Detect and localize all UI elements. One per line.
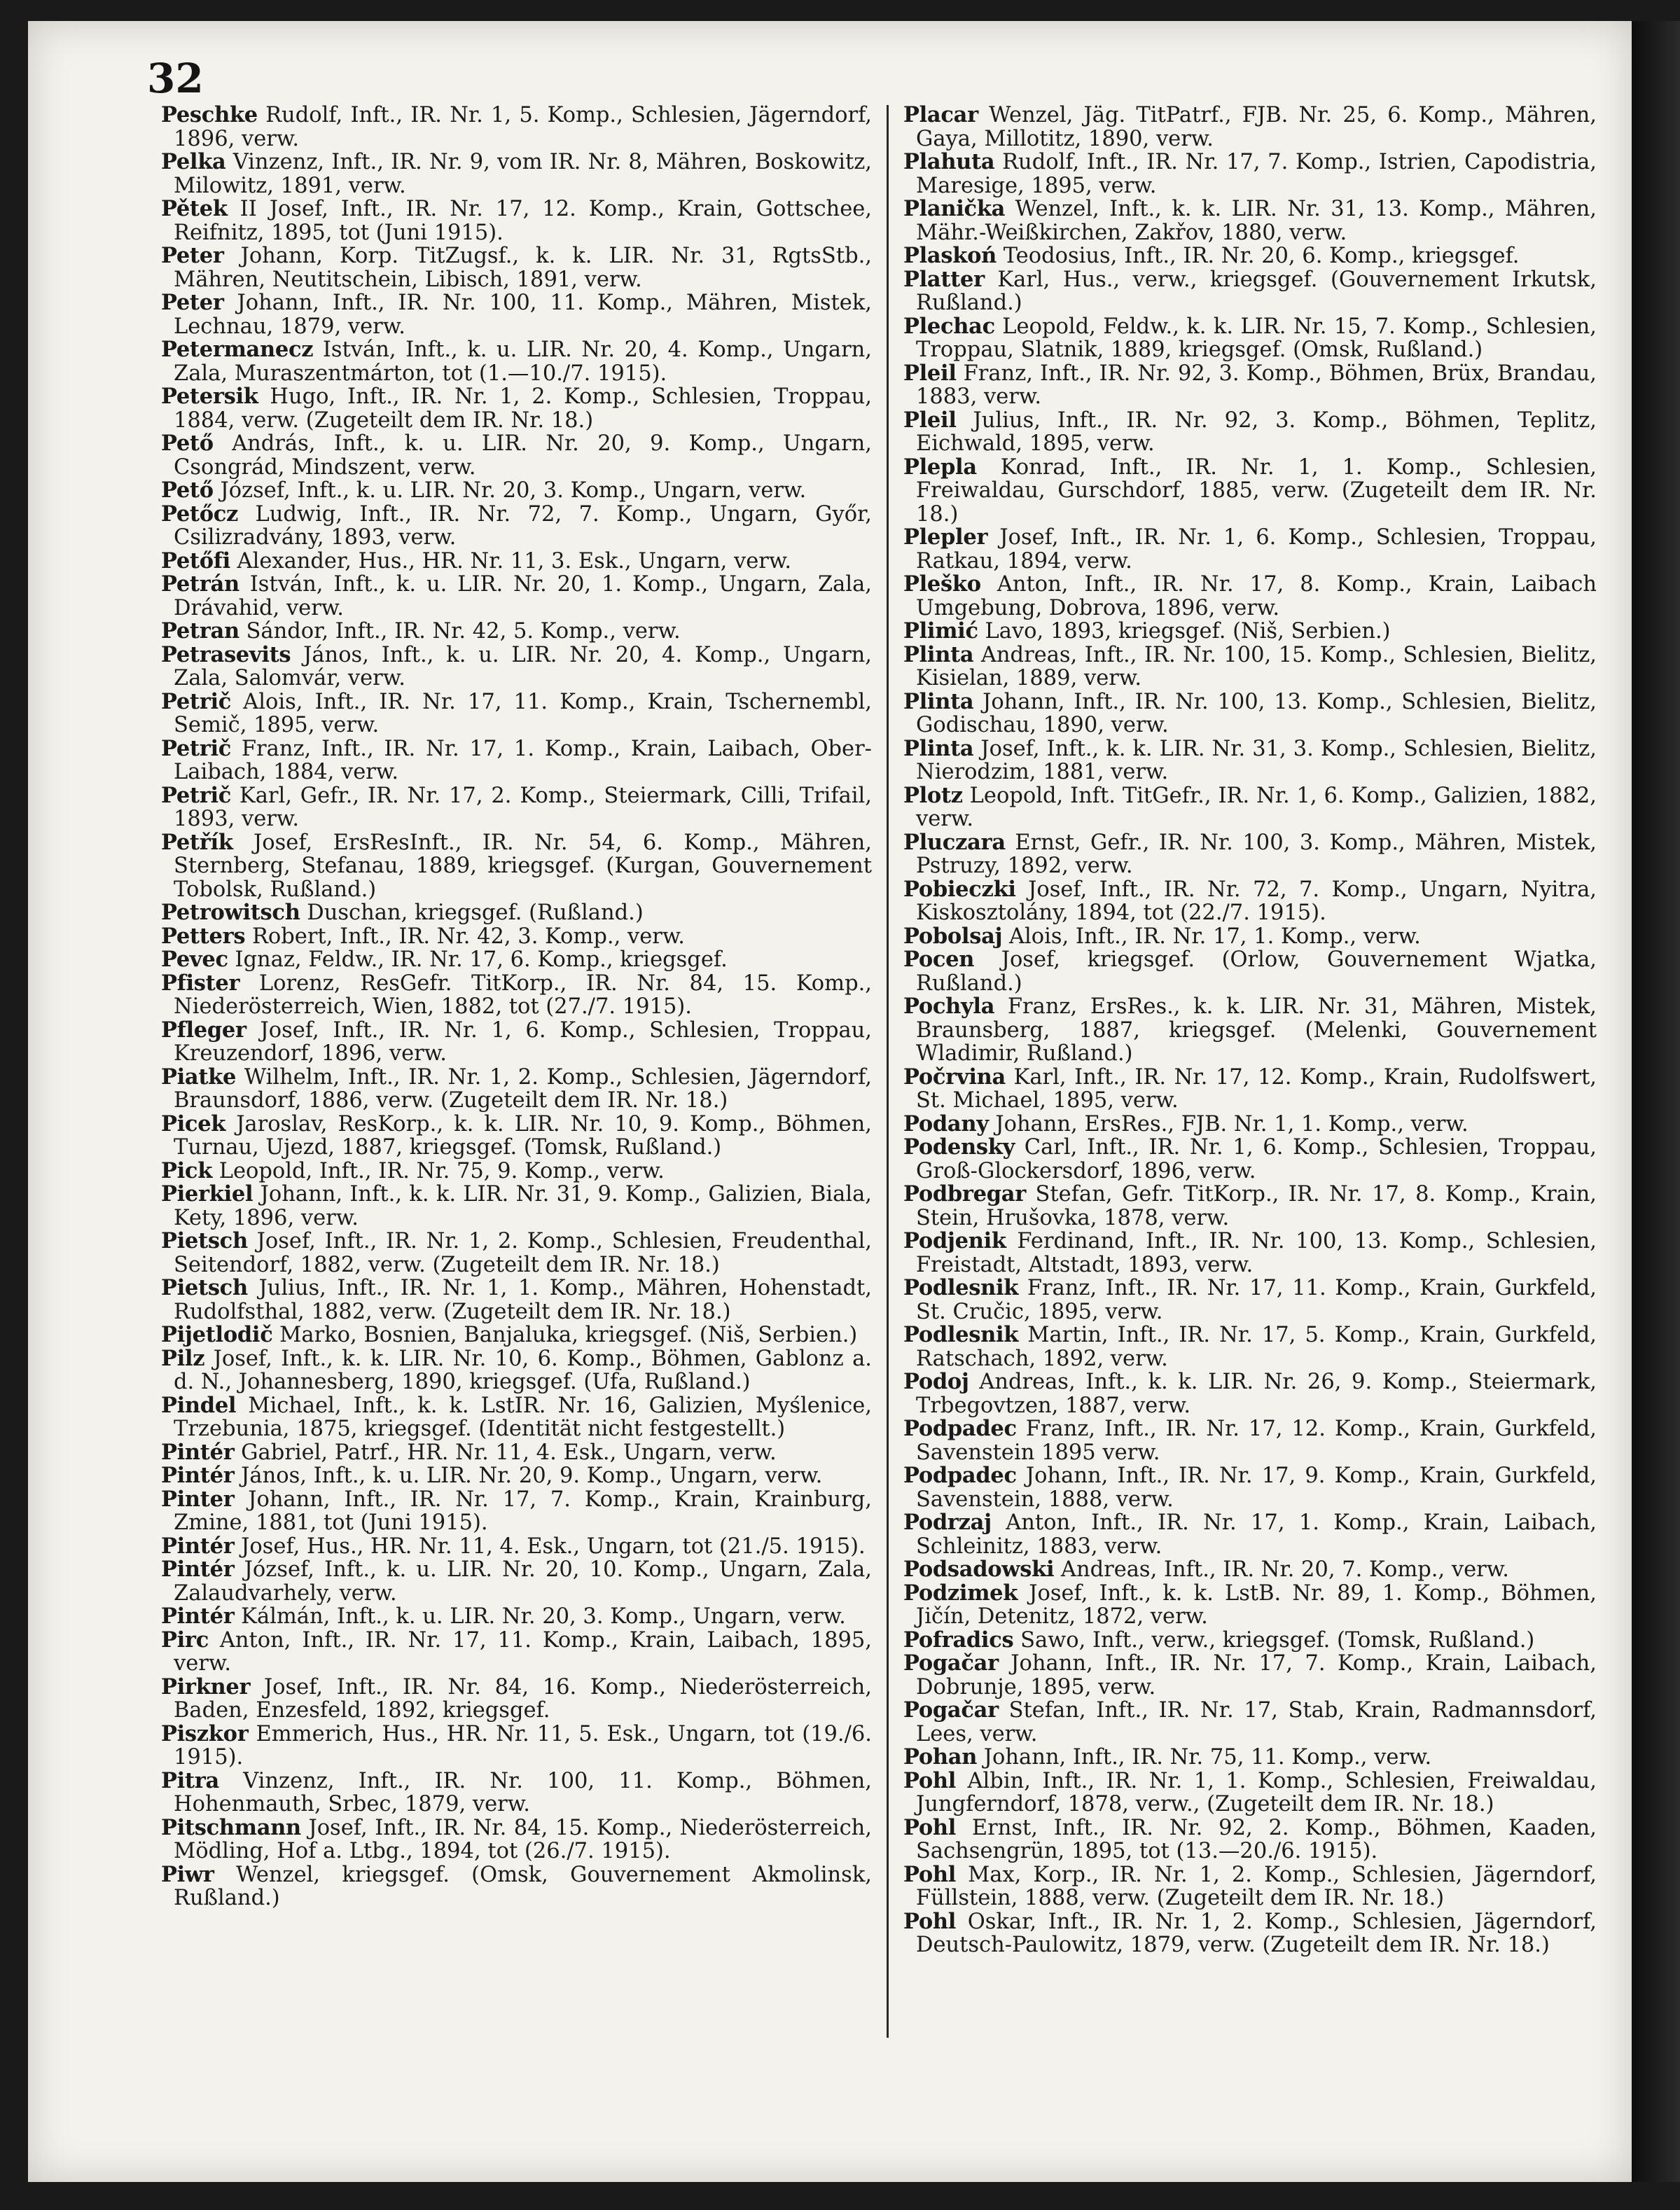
entry-details: Leopold, Feldw., k. k. LIR. Nr. 15, 7. Komp., Schlesien, Troppau, Slatnik, 1889, kriegsgef. (Omsk, Rußland.): [916, 314, 1597, 362]
entry-surname: Pohl: [903, 1861, 957, 1887]
entry-details: Ignaz, Feldw., IR. Nr. 17, 6. Komp., kriegsgef.: [228, 947, 728, 972]
entry-surname: Petrič: [161, 782, 232, 808]
entry-surname: Pinter: [161, 1486, 235, 1512]
list-entry: [903, 1464, 1597, 1511]
entry-surname: Pohl: [903, 1767, 957, 1793]
entry-surname: Pirkner: [161, 1674, 251, 1700]
entry-surname: Petters: [161, 923, 246, 949]
entry-surname: Podlesnik: [903, 1275, 1019, 1300]
entry-details: Josef, kriegsgef. (Orlow, Gouvernement Wjatka, Rußland.): [916, 947, 1597, 996]
entry-details: Josef, Inft., k. k. LIR. Nr. 31, 3. Komp., Schlesien, Bielitz, Nierodzim, 1881, verw.: [916, 736, 1597, 784]
document-page: [28, 21, 1632, 2182]
entry-details: Josef, Inft., IR. Nr. 84, 15. Komp., Niederösterreich, Mödling, Hof a. Ltbg., 1894, tot (26./7. 1915).: [174, 1815, 872, 1863]
entry-surname: Pierkiel: [161, 1181, 254, 1207]
entry-details: Josef, Inft., IR. Nr. 72, 7. Komp., Ungarn, Nyitra, Kiskosztolány, 1894, tot (22./7. 1915).: [916, 877, 1597, 925]
list-entry: [903, 831, 1597, 878]
list-entry: [161, 1464, 872, 1488]
entry-details: Julius, Inft., IR. Nr. 1, 1. Komp., Mähren, Hohenstadt, Rudolfsthal, 1882, verw. (Zugeteilt dem IR. Nr. 18.): [174, 1276, 872, 1324]
list-entry: [903, 526, 1597, 573]
entry-surname: Podany: [903, 1111, 989, 1137]
entry-surname: Plotz: [903, 782, 963, 808]
entry-surname: Peter: [161, 243, 224, 268]
list-entry: [903, 1066, 1597, 1113]
entry-surname: Pleil: [903, 407, 957, 433]
entry-details: Robert, Inft., IR. Nr. 42, 3. Komp., verw.: [245, 924, 686, 949]
list-entry: [903, 1767, 1597, 1816]
list-entry: [903, 104, 1597, 151]
entry-surname: Pick: [161, 1158, 213, 1183]
entry-details: Franz, Inft., IR. Nr. 17, 11. Komp., Krain, Gurkfeld, St. Cručic, 1895, verw.: [916, 1276, 1597, 1324]
entry-surname: Pelka: [161, 149, 226, 174]
entry-details: Johann, Inft., IR. Nr. 17, 7. Komp., Krain, Laibach, Dobrunje, 1895, verw.: [916, 1651, 1597, 1700]
list-entry: [903, 737, 1597, 784]
entry-details: Hugo, Inft., IR. Nr. 1, 2. Komp., Schlesien, Troppau, 1884, verw. (Zugeteilt dem IR. Nr. 18.): [174, 384, 872, 433]
entry-surname: Petermanecz: [161, 337, 314, 362]
scan-edge: [1632, 21, 1680, 2182]
list-entry: [903, 268, 1597, 315]
entry-details: Andreas, Inft., k. k. LIR. Nr. 26, 9. Komp., Steiermark, Trbegovtzen, 1887, verw.: [916, 1370, 1597, 1418]
entry-details: Franz, Inft., IR. Nr. 17, 1. Komp., Krain, Laibach, Ober-Laibach, 1884, verw.: [174, 736, 872, 784]
entry-surname: Podpadec: [903, 1463, 1017, 1488]
entry-surname: Pintér: [161, 1533, 235, 1559]
entry-details: Andreas, Inft., IR. Nr. 20, 7. Komp., verw.: [1054, 1557, 1509, 1582]
list-entry: [903, 1511, 1597, 1558]
entry-details: Albin, Inft., IR. Nr. 1, 1. Komp., Schlesien, Freiwaldau, Jungferndorf, 1878, verw., (Zugeteilt dem IR. Nr. 18.): [916, 1768, 1597, 1816]
entry-surname: Petersik: [161, 384, 258, 409]
entry-details: Stefan, Gefr. TitKorp., IR. Nr. 17, 8. Komp., Krain, Stein, Hrušovka, 1878, verw.: [916, 1182, 1597, 1230]
entry-details: Andreas, Inft., IR. Nr. 100, 15. Komp., Schlesien, Bielitz, Kisielan, 1889, verw.: [916, 642, 1597, 690]
list-entry: [903, 925, 1597, 949]
entry-surname: Pető: [161, 478, 214, 503]
entry-details: Carl, Inft., IR. Nr. 1, 6. Komp., Schlesien, Troppau, Groß-Glockersdorf, 1896, verw.: [916, 1135, 1597, 1183]
entry-surname: Petőfi: [161, 548, 230, 574]
list-entry: [161, 1767, 872, 1816]
entry-details: Josef, Inft., IR. Nr. 84, 16. Komp., Niederösterreich, Baden, Enzesfeld, 1892, kriegsgef.: [174, 1674, 872, 1723]
entry-details: Konrad, Inft., IR. Nr. 1, 1. Komp., Schlesien, Freiwaldau, Gurschdorf, 1885, verw. (Zugeteilt dem IR. Nr. 18.): [916, 454, 1597, 527]
entry-surname: Plinta: [903, 641, 974, 667]
list-entry: [161, 1816, 872, 1863]
entry-surname: Podzimek: [903, 1580, 1018, 1606]
list-entry: [161, 1441, 872, 1465]
entry-details: Alois, Inft., IR. Nr. 17, 1. Komp., verw.: [1002, 924, 1421, 949]
entry-details: Alois, Inft., IR. Nr. 17, 11. Komp., Krain, Tschernembl, Semič, 1895, verw.: [174, 689, 872, 737]
list-entry: [161, 1629, 872, 1676]
entry-surname: Pleil: [903, 360, 957, 386]
list-entry: [903, 197, 1597, 244]
column-divider: [887, 105, 889, 2038]
list-entry: [903, 878, 1597, 925]
entry-surname: Piwr: [161, 1861, 214, 1887]
list-entry: [161, 901, 872, 925]
entry-details: Vinzenz, Inft., IR. Nr. 100, 11. Komp., Böhmen, Hohenmauth, Srbec, 1879, verw.: [174, 1768, 872, 1816]
entry-surname: Pintér: [161, 1463, 235, 1488]
list-entry: [161, 503, 872, 550]
list-entry: [903, 1699, 1597, 1746]
entry-details: Teodosius, Inft., IR. Nr. 20, 6. Komp., kriegsgef.: [997, 244, 1520, 268]
list-entry: [903, 456, 1597, 527]
list-entry: [903, 1629, 1597, 1653]
entry-surname: Pirc: [161, 1627, 209, 1653]
list-entry: [903, 1230, 1597, 1277]
list-entry: [161, 690, 872, 737]
list-entry: [161, 1558, 872, 1605]
entry-surname: Peschke: [161, 102, 258, 127]
list-entry: [161, 1066, 872, 1113]
entry-surname: Podbregar: [903, 1181, 1027, 1207]
list-entry: [903, 690, 1597, 737]
list-entry: [161, 1347, 872, 1394]
entry-details: Josef, Hus., HR. Nr. 11, 4. Esk., Ungarn, tot (21./5. 1915).: [234, 1534, 866, 1559]
entry-surname: Plepler: [903, 524, 988, 550]
list-entry: [903, 948, 1597, 995]
list-entry: [903, 620, 1597, 644]
entry-surname: Pluczara: [903, 829, 1006, 855]
entry-surname: Pohl: [903, 1908, 957, 1934]
list-entry: [161, 737, 872, 784]
list-entry: [903, 151, 1597, 197]
entry-details: II Josef, Inft., IR. Nr. 17, 12. Komp., Krain, Gottschee, Reifnitz, 1895, tot (Juni 1915).: [174, 197, 872, 245]
list-entry: [161, 1019, 872, 1066]
entry-surname: Peter: [161, 290, 224, 315]
list-entry: [161, 620, 872, 644]
list-entry: [161, 784, 872, 831]
entry-surname: Počrvina: [903, 1064, 1006, 1090]
list-entry: [903, 1816, 1597, 1863]
entry-surname: Pleško: [903, 571, 981, 597]
entry-details: József, Inft., k. u. LIR. Nr. 20, 10. Komp., Ungarn, Zala, Zalaudvarhely, verw.: [174, 1557, 872, 1606]
list-entry: [161, 1160, 872, 1183]
entry-surname: Pető: [161, 431, 214, 456]
entry-surname: Pochyla: [903, 994, 995, 1019]
entry-surname: Plepla: [903, 454, 977, 480]
entry-details: Rudolf, Inft., IR. Nr. 1, 5. Komp., Schlesien, Jägerndorf, 1896, verw.: [174, 103, 872, 151]
entry-surname: Podjenik: [903, 1228, 1006, 1253]
entry-details: Max, Korp., IR. Nr. 1, 2. Komp., Schlesien, Jägerndorf, Füllstein, 1888, verw. (Zugeteilt dem IR. Nr. 18.): [916, 1862, 1597, 1910]
list-entry: [161, 972, 872, 1019]
entry-details: Josef, Inft., IR. Nr. 1, 6. Komp., Schlesien, Troppau, Kreuzendorf, 1896, verw.: [174, 1017, 872, 1066]
entry-details: Ludwig, Inft., IR. Nr. 72, 7. Komp., Ungarn, Győr, Csilizradvány, 1893, verw.: [174, 501, 872, 550]
entry-details: Lorenz, ResGefr. TitKorp., IR. Nr. 84, 15. Komp., Niederösterreich, Wien, 1882, tot (27./7. 1915).: [174, 971, 872, 1019]
entry-details: Johann, ErsRes., FJB. Nr. 1, 1. Komp., verw.: [988, 1111, 1469, 1137]
entry-surname: Podpadec: [903, 1416, 1017, 1441]
list-entry: [903, 1323, 1597, 1370]
list-entry: [161, 1113, 872, 1160]
list-entry: [161, 1676, 872, 1723]
entry-details: Alexander, Hus., HR. Nr. 11, 3. Esk., Ungarn, verw.: [230, 548, 792, 574]
entry-details: Franz, ErsRes., k. k. LIR. Nr. 31, Mähren, Mistek, Braunsberg, 1887, kriegsgef. (Melenki, Gouvernement Wladimir, Rußland.): [916, 994, 1597, 1066]
entry-details: Emmerich, Hus., HR. Nr. 11, 5. Esk., Ungarn, tot (19./6. 1915).: [174, 1721, 872, 1770]
entry-surname: Petőcz: [161, 501, 239, 527]
entry-details: Julius, Inft., IR. Nr. 92, 3. Komp., Böhmen, Teplitz, Eichwald, 1895, verw.: [916, 408, 1597, 456]
entry-surname: Podensky: [903, 1134, 1015, 1160]
list-entry: [903, 1183, 1597, 1230]
entry-details: Duschan, kriegsgef. (Rußland.): [300, 901, 644, 925]
list-entry: [903, 1370, 1597, 1417]
entry-details: János, Inft., k. u. LIR. Nr. 20, 4. Komp., Ungarn, Zala, Salomvár, verw.: [174, 642, 872, 690]
entry-details: András, Inft., k. u. LIR. Nr. 20, 9. Komp., Ungarn, Csongrád, Mindszent, verw.: [174, 431, 872, 480]
entry-surname: Pofradics: [903, 1627, 1014, 1653]
entry-details: Wilhelm, Inft., IR. Nr. 1, 2. Komp., Schlesien, Jägerndorf, Braunsdorf, 1886, verw. (Zugeteilt dem IR. Nr. 18.): [174, 1064, 872, 1113]
entry-surname: Petrán: [161, 571, 239, 597]
list-entry: [161, 925, 872, 949]
list-entry: [903, 244, 1597, 268]
entry-details: Johann, Korp. TitZugsf., k. k. LIR. Nr. 31, RgtsStb., Mähren, Neutitschein, Libisch, 1891, verw.: [174, 244, 872, 292]
entry-details: Rudolf, Inft., IR. Nr. 17, 7. Komp., Istrien, Capodistria, Maresige, 1895, verw.: [916, 150, 1597, 198]
list-entry: [161, 948, 872, 972]
entry-surname: Pietsch: [161, 1228, 248, 1253]
list-entry: [161, 641, 872, 690]
entry-details: Gabriel, Patrf., HR. Nr. 11, 4. Esk., Ungarn, verw.: [234, 1440, 777, 1465]
entry-details: József, Inft., k. u. LIR. Nr. 20, 3. Komp., Ungarn, verw.: [213, 478, 807, 503]
list-entry: [161, 573, 872, 620]
entry-details: Wenzel, kriegsgef. (Omsk, Gouvernement Akmolinsk, Rußland.): [174, 1862, 872, 1910]
entry-surname: Pintér: [161, 1604, 235, 1629]
entry-details: Johann, Inft., IR. Nr. 17, 9. Komp., Krain, Gurkfeld, Savenstein, 1888, verw.: [916, 1464, 1597, 1512]
entry-details: Josef, Inft., k. k. LstB. Nr. 89, 1. Komp., Böhmen, Jičín, Detenitz, 1872, verw.: [916, 1580, 1597, 1629]
list-entry: [903, 1863, 1597, 1910]
list-entry: [161, 197, 872, 244]
entry-surname: Planička: [903, 196, 1006, 221]
entry-details: Johann, Inft., IR. Nr. 100, 11. Komp., Mähren, Mistek, Lechnau, 1879, verw.: [174, 291, 872, 339]
entry-details: Karl, Inft., IR. Nr. 17, 12. Komp., Krain, Rudolfswert, St. Michael, 1895, verw.: [916, 1064, 1597, 1113]
list-entry: [161, 1230, 872, 1277]
entry-details: Wenzel, Inft., k. k. LIR. Nr. 31, 13. Komp., Mähren, Mähr.-Weißkirchen, Zakřov, 1880, verw.: [916, 197, 1597, 245]
entry-surname: Plechac: [903, 313, 995, 339]
list-entry: [903, 1746, 1597, 1770]
entry-surname: Podlesnik: [903, 1322, 1019, 1347]
entry-surname: Petřík: [161, 829, 233, 855]
entry-surname: Plimić: [903, 618, 978, 644]
list-entry: [903, 641, 1597, 690]
list-entry: [161, 1394, 872, 1441]
list-entry: [161, 151, 872, 197]
entry-details: Karl, Gefr., IR. Nr. 17, 2. Komp., Steiermark, Cilli, Trifail, 1893, verw.: [174, 783, 872, 831]
entry-surname: Pobolsaj: [903, 923, 1003, 949]
entry-details: Sándor, Inft., IR. Nr. 42, 5. Komp., verw.: [239, 619, 681, 644]
entry-surname: Petrasevits: [161, 641, 291, 667]
list-entry: [903, 573, 1597, 620]
list-entry: [903, 362, 1597, 409]
entry-surname: Piatke: [161, 1064, 237, 1090]
entry-surname: Pohl: [903, 1814, 957, 1840]
list-entry: [903, 1582, 1597, 1629]
entry-details: Josef, ErsResInft., IR. Nr. 54, 6. Komp., Mähren, Sternberg, Stefanau, 1889, kriegsgef. (Kurgan, Gouvernement Tobolsk, Rußland.): [174, 830, 872, 902]
entry-details: Wenzel, Jäg. TitPatrf., FJB. Nr. 25, 6. Komp., Mähren, Gaya, Millotitz, 1890, verw.: [916, 103, 1597, 151]
list-entry: [161, 831, 872, 902]
entry-surname: Picek: [161, 1111, 226, 1137]
list-entry: [161, 1605, 872, 1629]
entry-surname: Pindel: [161, 1392, 237, 1418]
list-entry: [903, 409, 1597, 456]
list-entry: [161, 244, 872, 291]
entry-surname: Pevec: [161, 947, 228, 972]
entry-surname: Pohan: [903, 1744, 978, 1770]
entry-surname: Pietsch: [161, 1275, 248, 1300]
list-entry: [161, 1488, 872, 1535]
entry-surname: Pogačar: [903, 1650, 999, 1676]
entry-details: Anton, Inft., IR. Nr. 17, 1. Komp., Krain, Laibach, Schleinitz, 1883, verw.: [916, 1510, 1597, 1559]
entry-surname: Podsadowski: [903, 1557, 1055, 1582]
list-entry: [161, 1723, 872, 1770]
list-entry: [161, 1535, 872, 1559]
entry-details: István, Inft., k. u. LIR. Nr. 20, 1. Komp., Ungarn, Zala, Drávahid, verw.: [174, 572, 872, 620]
list-entry: [161, 479, 872, 503]
entry-details: Martin, Inft., IR. Nr. 17, 5. Komp., Krain, Gurkfeld, Ratschach, 1892, verw.: [916, 1323, 1597, 1371]
entry-surname: Platter: [903, 266, 985, 292]
list-entry: [161, 291, 872, 338]
entry-surname: Pfleger: [161, 1017, 247, 1043]
list-entry: [903, 315, 1597, 362]
entry-surname: Plahuta: [903, 149, 995, 174]
entry-details: Leopold, Inft. TitGefr., IR. Nr. 1, 6. Komp., Galizien, 1882, verw.: [916, 783, 1597, 831]
entry-surname: Petrowitsch: [161, 900, 300, 925]
entry-details: István, Inft., k. u. LIR. Nr. 20, 4. Komp., Ungarn, Zala, Muraszentmárton, tot (1.—10./7. 1915).: [174, 338, 872, 386]
list-entry: [161, 338, 872, 385]
entry-surname: Plaskoń: [903, 243, 997, 268]
entry-details: Vinzenz, Inft., IR. Nr. 9, vom IR. Nr. 8, Mähren, Boskowitz, Milowitz, 1891, verw.: [174, 150, 872, 198]
entry-surname: Pobieczki: [903, 876, 1016, 902]
entry-details: Ferdinand, Inft., IR. Nr. 100, 13. Komp., Schlesien, Freistadt, Altstadt, 1893, verw.: [916, 1229, 1597, 1277]
entry-details: Sawo, Inft., verw., kriegsgef. (Tomsk, Rußland.): [1013, 1627, 1535, 1653]
entry-surname: Pintér: [161, 1557, 235, 1582]
entry-surname: Pogačar: [903, 1697, 999, 1723]
entry-details: Oskar, Inft., IR. Nr. 1, 2. Komp., Schlesien, Jägerndorf, Deutsch-Paulowitz, 1879, verw. (Zugeteilt dem IR. Nr. 18.): [916, 1909, 1597, 1957]
entry-details: Kálmán, Inft., k. u. LIR. Nr. 20, 3. Komp., Ungarn, verw.: [234, 1604, 846, 1629]
list-entry: [161, 385, 872, 432]
list-entry: [903, 784, 1597, 831]
entry-details: Johann, Inft., IR. Nr. 100, 13. Komp., Schlesien, Bielitz, Godischau, 1890, verw.: [916, 689, 1597, 737]
entry-details: Karl, Hus., verw., kriegsgef. (Gouvernement Irkutsk, Rußland.): [916, 267, 1597, 315]
list-entry: [161, 432, 872, 479]
entry-surname: Petran: [161, 618, 239, 644]
entry-details: Lavo, 1893, kriegsgef. (Niš, Serbien.): [978, 619, 1391, 644]
entry-details: Jaroslav, ResKorp., k. k. LIR. Nr. 10, 9. Komp., Böhmen, Turnau, Ujezd, 1887, kriegsgef. (Tomsk, Rußland.): [174, 1111, 872, 1160]
entry-surname: Petrič: [161, 735, 232, 761]
entry-surname: Pocen: [903, 947, 975, 972]
list-entry: [903, 1417, 1597, 1464]
list-entry: [903, 1910, 1597, 1957]
list-entry: [161, 1323, 872, 1347]
entry-surname: Pitra: [161, 1767, 219, 1793]
entry-surname: Pětek: [161, 196, 228, 221]
entry-details: Johann, Inft., IR. Nr. 75, 11. Komp., verw.: [977, 1745, 1432, 1770]
entry-details: Ernst, Gefr., IR. Nr. 100, 3. Komp., Mähren, Mistek, Pstruzy, 1892, verw.: [916, 830, 1597, 878]
list-entry: [903, 1136, 1597, 1183]
entry-surname: Pitschmann: [161, 1814, 301, 1840]
entry-details: Michael, Inft., k. k. LstIR. Nr. 16, Galizien, Myślenice, Trzebunia, 1875, kriegsgef. (Identität nicht festgestellt.): [174, 1393, 872, 1441]
entry-details: Stefan, Inft., IR. Nr. 17, Stab, Krain, Radmannsdorf, Lees, verw.: [916, 1698, 1597, 1746]
entry-surname: Piszkor: [161, 1721, 249, 1746]
list-entry: [161, 550, 872, 574]
entry-surname: Placar: [903, 102, 978, 127]
entry-surname: Podoj: [903, 1369, 969, 1394]
list-entry: [161, 1277, 872, 1323]
list-entry: [903, 995, 1597, 1066]
entry-surname: Pintér: [161, 1439, 235, 1465]
entry-surname: Pilz: [161, 1345, 205, 1371]
entry-surname: Pfister: [161, 970, 240, 996]
list-entry: [161, 104, 872, 151]
entry-details: Marko, Bosnien, Banjaluka, kriegsgef. (Niš, Serbien.): [272, 1323, 858, 1347]
entry-details: Josef, Inft., IR. Nr. 1, 6. Komp., Schlesien, Troppau, Ratkau, 1894, verw.: [916, 525, 1597, 574]
entry-details: Franz, Inft., IR. Nr. 92, 3. Komp., Böhmen, Brüx, Brandau, 1883, verw.: [916, 361, 1597, 409]
entry-details: Josef, Inft., IR. Nr. 1, 2. Komp., Schlesien, Freudenthal, Seitendorf, 1882, verw. (Zugeteilt dem IR. Nr. 18.): [174, 1229, 872, 1277]
entry-surname: Plinta: [903, 688, 974, 714]
list-entry: [903, 1113, 1597, 1137]
entry-details: Anton, Inft., IR. Nr. 17, 11. Komp., Krain, Laibach, 1895, verw.: [174, 1627, 872, 1676]
list-entry: [903, 1558, 1597, 1582]
list-entry: [161, 1183, 872, 1230]
entry-details: Johann, Inft., k. k. LIR. Nr. 31, 9. Komp., Galizien, Biala, Kety, 1896, verw.: [174, 1182, 872, 1230]
right-column: [903, 104, 1597, 1957]
entry-details: Ernst, Inft., IR. Nr. 92, 2. Komp., Böhmen, Kaaden, Sachsengrün, 1895, tot (13.—20./6. 1915).: [916, 1815, 1597, 1863]
list-entry: [161, 1863, 872, 1910]
entry-surname: Podrzaj: [903, 1510, 992, 1535]
entry-surname: Pijetlodič: [161, 1322, 273, 1347]
left-column: [161, 104, 872, 1910]
entry-surname: Plinta: [903, 735, 974, 761]
entry-details: Josef, Inft., k. k. LIR. Nr. 10, 6. Komp., Böhmen, Gablonz a. d. N., Johannesberg, 1890, kriegsgef. (Ufa, Rußland.): [174, 1346, 872, 1394]
entry-details: Franz, Inft., IR. Nr. 17, 12. Komp., Krain, Gurkfeld, Savenstein 1895 verw.: [916, 1417, 1597, 1465]
entry-details: János, Inft., k. u. LIR. Nr. 20, 9. Komp., Ungarn, verw.: [234, 1464, 823, 1488]
entry-surname: Petrič: [161, 688, 232, 714]
entry-details: Johann, Inft., IR. Nr. 17, 7. Komp., Krain, Krainburg, Zmine, 1881, tot (Juni 1915).: [174, 1487, 872, 1535]
list-entry: [903, 1652, 1597, 1699]
entry-details: Leopold, Inft., IR. Nr. 75, 9. Komp., verw.: [212, 1158, 665, 1183]
list-entry: [903, 1277, 1597, 1323]
entry-details: Anton, Inft., IR. Nr. 17, 8. Komp., Krain, Laibach Umgebung, Dobrova, 1896, verw.: [916, 572, 1597, 620]
page-number: 32: [147, 55, 204, 102]
